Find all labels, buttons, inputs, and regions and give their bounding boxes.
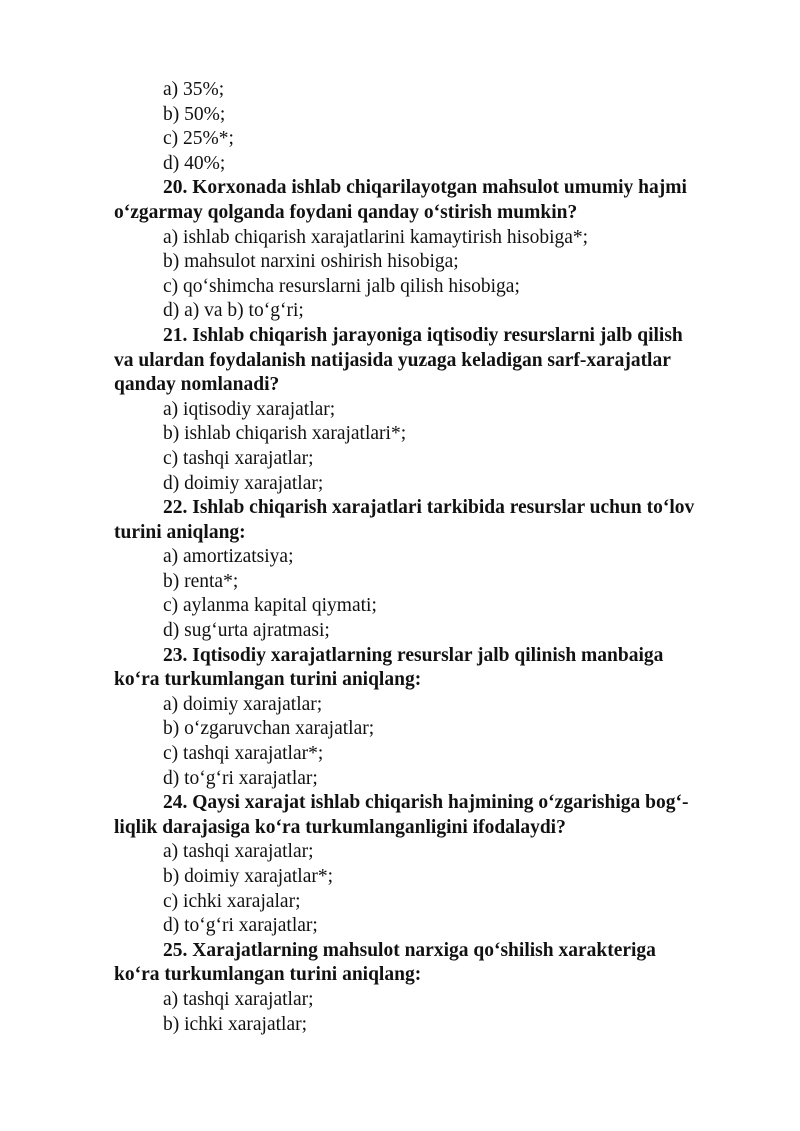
question-text: 20. Korxonada ishlab chiqarilayotgan mahsulot umumiy hajmi <box>163 177 687 199</box>
answer-option: a) ishlab chiqarish xarajatlarini kamaytirish hisobiga*; <box>163 226 589 248</box>
question-text: o‘zgarmay qolganda foydani qanday o‘stirish mumkin? <box>114 201 578 223</box>
answer-option: a) doimiy xarajatlar; <box>163 693 323 715</box>
answer-option: b) doimiy xarajatlar*; <box>163 866 334 887</box>
answer-option: b) mahsulot narxini oshirish hisobiga; <box>163 251 459 273</box>
question-20 <box>114 176 744 324</box>
answer-option: a) tashqi xarajatlar; <box>163 988 314 1010</box>
question-text: turini aniqlang: <box>114 521 246 543</box>
question-text: 23. Iqtisodiy xarajatlarning resurslar jalb qilinish manbaiga <box>163 644 664 666</box>
question-text: va ulardan foydalanish natijasida yuzaga keladigan sarf-xarajatlar <box>114 349 671 371</box>
answer-option: c) tashqi xarajatlar*; <box>163 743 324 765</box>
question-text: qanday nomlanadi? <box>114 374 280 396</box>
answer-option: d) doimiy xarajatlar; <box>163 472 324 494</box>
question-text: 22. Ishlab chiqarish xarajatlari tarkibida resurslar uchun to‘lov <box>163 497 695 519</box>
question-text: ko‘ra turkumlangan turini aniqlang: <box>114 669 422 691</box>
answer-option: a) tashqi xarajatlar; <box>163 841 314 863</box>
answer-option: b) ishlab chiqarish xarajatlari*; <box>163 423 407 445</box>
question-text: 24. Qaysi xarajat ishlab chiqarish hajmining o‘zgarishiga bog‘- <box>163 792 689 814</box>
answer-option: d) to‘g‘ri xarajatlar; <box>163 915 318 937</box>
answer-option: d) 40%; <box>163 152 226 174</box>
answer-option: d) sug‘urta ajratmasi; <box>163 620 330 642</box>
answer-option: c) aylanma kapital qiymati; <box>163 595 377 617</box>
answer-option: a) iqtisodiy xarajatlar; <box>163 398 336 420</box>
question-22 <box>114 496 744 644</box>
lead-options <box>114 78 744 176</box>
answer-option: b) 50%; <box>163 103 226 125</box>
answer-option: c) qo‘shimcha resurslarni jalb qilish hisobiga; <box>163 275 520 297</box>
answer-option: b) renta*; <box>163 570 239 592</box>
answer-option: b) ichki xarajatlar; <box>163 1013 308 1035</box>
answer-option: d) a) va b) to‘g‘ri; <box>163 300 304 322</box>
question-25 <box>114 939 744 1037</box>
question-24 <box>114 791 744 939</box>
question-23 <box>114 644 744 792</box>
question-text: 25. Xarajatlarning mahsulot narxiga qo‘shilish xarakteriga <box>163 939 656 961</box>
question-text: liqlik darajasiga ko‘ra turkumlanganligini ifodalaydi? <box>114 816 566 838</box>
question-text: 21. Ishlab chiqarish jarayoniga iqtisodiy resurslarni jalb qilish <box>163 324 683 346</box>
answer-option: a) 35%; <box>163 79 225 100</box>
document-page <box>114 78 744 1037</box>
answer-option: c) 25%*; <box>163 128 234 150</box>
answer-option: c) ichki xarajalar; <box>163 890 301 912</box>
question-text: ko‘ra turkumlangan turini aniqlang: <box>114 964 422 986</box>
answer-option: b) o‘zgaruvchan xarajatlar; <box>163 718 375 740</box>
answer-option: a) amortizatsiya; <box>163 546 294 568</box>
answer-option: d) to‘g‘ri xarajatlar; <box>163 767 318 789</box>
question-21 <box>114 324 744 496</box>
answer-option: c) tashqi xarajatlar; <box>163 447 314 469</box>
